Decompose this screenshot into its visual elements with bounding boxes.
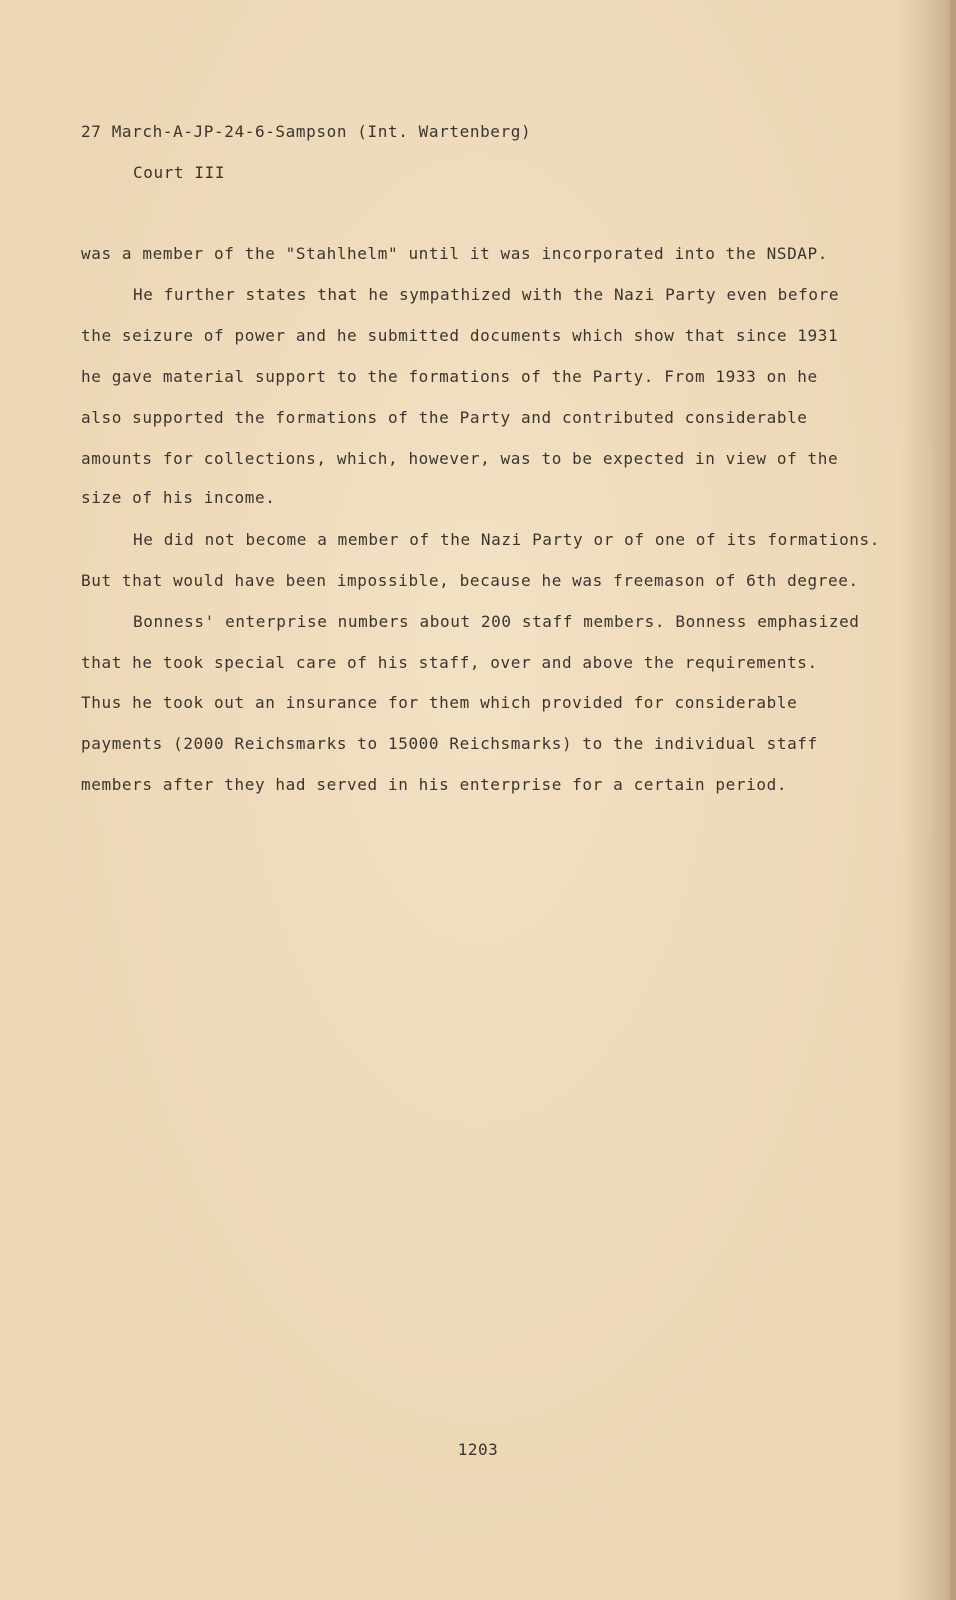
text-line: payments (2000 Reichsmarks to 15000 Reichsmarks) to the individual staff	[81, 734, 818, 753]
text-line: also supported the formations of the Party and contributed considerable	[81, 408, 808, 427]
text-line: He further states that he sympathized with the Nazi Party even before	[133, 285, 840, 304]
text-line: size of his income.	[81, 488, 276, 507]
text-line: amounts for collections, which, however, was to be expected in view of the	[81, 449, 839, 468]
text-line: He did not become a member of the Nazi Party or of one of its formations.	[133, 530, 880, 549]
text-line: the seizure of power and he submitted documents which show that since 1931	[81, 326, 839, 345]
text-line: was a member of the "Stahlhelm" until it was incorporated into the NSDAP.	[81, 244, 828, 263]
text-line: Bonness' enterprise numbers about 200 staff members. Bonness emphasized	[133, 612, 860, 631]
text-line: he gave material support to the formations of the Party. From 1933 on he	[81, 367, 818, 386]
page-number: 1203	[457, 1440, 499, 1459]
page-edge	[950, 0, 956, 1600]
text-line: Thus he took out an insurance for them which provided for considerable	[81, 693, 798, 712]
document-reference: 27 March-A-JP-24-6-Sampson (Int. Wartenberg)	[81, 122, 532, 141]
text-line: But that would have been impossible, because he was freemason of 6th degree.	[81, 571, 859, 590]
text-line: members after they had served in his enterprise for a certain period.	[81, 775, 788, 794]
court-label: Court III	[133, 163, 226, 182]
text-line: that he took special care of his staff, over and above the requirements.	[81, 653, 818, 672]
